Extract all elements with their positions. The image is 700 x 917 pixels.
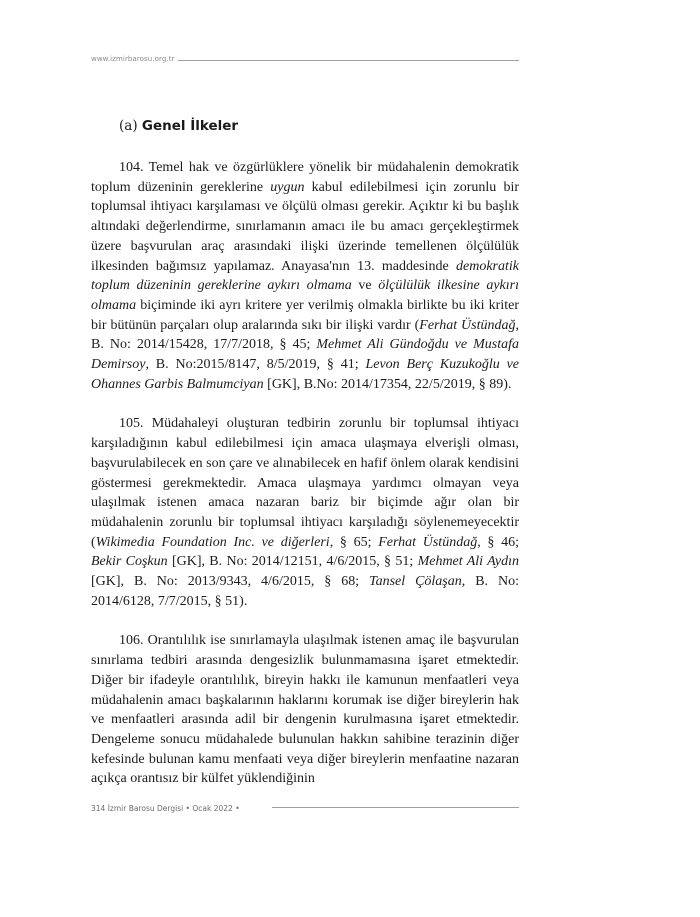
paragraph-105 xyxy=(91,414,519,611)
text-run: [GK], B. No: 2013/9343, 4/6/2015, § 68; xyxy=(91,574,370,590)
citation-italic: Levon Berç Kuzukoğlu ve Ohannes Garbis Balmumciyan xyxy=(91,357,519,392)
text-run: , B. No: 2014/6128, 7/7/2015, § 51). xyxy=(91,574,519,609)
text-run: kabul edilebilmesi için zorunlu bir toplumsal ihtiyacı karşılaması ve ölçülü olması gerekir. Açıktır ki bu başlık altındaki değerlendirme, sınırlamanın amacı ile bu amacı gerçekleştirmek üzere başvurulan araç arasındaki ilişki üzerinde temellenen ölçülülük ilkesinden bağımsız yapılamaz. Anayasa'nın 13. maddesinde xyxy=(91,179,519,274)
text-run: , § 65; xyxy=(329,534,379,550)
citation-italic: Tansel Çölaşan xyxy=(369,574,462,590)
header-url: www.izmirbarosu.org.tr xyxy=(91,55,175,63)
citation-italic: Wikimedia Foundation Inc. ve diğerleri xyxy=(95,534,330,550)
text-run: 105. Müdahaleyi oluşturan tedbirin zorunlu bir toplumsal ihtiyacı karşıladığının kabul edilebilmesi için amaca ulaşmaya elverişli olması, başvurulabilecek en son çare ve alınabilecek en hafif önlem olarak kendisini göstermesi gerekmektedir. Amaca ulaşmaya yardımcı olmayan veya ulaşılmak istenen amaca nazaran bariz bir biçimde ağır olan bir müdahalenin zorunlu bir toplumsal ihtiyacı karşıladığı söylenemeyecektir ( xyxy=(91,416,519,550)
header-divider xyxy=(178,60,519,61)
text-run: biçiminde iki ayrı kritere yer verilmiş olmakla birlikte bu iki kriter bir bütünün parçaları olup aralarında sıkı bir ilişki vardır ( xyxy=(91,297,519,333)
citation-italic: Ferhat Üstündağ xyxy=(419,317,516,333)
citation-italic: Ferhat Üstündağ xyxy=(378,534,478,550)
page-footer: 314 İzmir Barosu Dergisi • Ocak 2022 • xyxy=(91,804,240,813)
text-run: , B. No:2015/8147, 8/5/2019, § 41; xyxy=(145,357,366,373)
section-heading xyxy=(119,118,238,134)
paragraph-104 xyxy=(91,158,519,394)
text-run: [GK], B.No: 2014/17354, 22/5/2019, § 89). xyxy=(263,376,512,392)
text-run: [GK], B. No: 2014/12151, 4/6/2015, § 51; xyxy=(167,554,418,570)
text-run: 104. Temel hak ve özgürlüklere yönelik bir müdahalenin demokratik toplum düzeninin gereklerine xyxy=(91,160,519,195)
citation-italic: Mehmet Ali Gündoğdu ve Mustafa Demirsoy xyxy=(91,337,519,373)
section-title: Genel İlkeler xyxy=(141,118,239,134)
citation-italic: Mehmet Ali Aydın xyxy=(417,554,519,570)
text-run: , § 46; xyxy=(477,534,519,550)
citation-italic: demokratik toplum düzeninin gereklerine aykırı olmama xyxy=(91,258,519,294)
text-run: , B. No: 2014/15428, 17/7/2018, § 45; xyxy=(91,317,519,353)
section-number: (a) xyxy=(119,118,138,134)
paragraph-106 xyxy=(91,631,519,789)
footer-divider xyxy=(272,807,519,808)
document-body xyxy=(91,158,519,809)
text-run: ve xyxy=(351,278,379,294)
citation-italic: ölçülülük ilkesine aykırı olmama xyxy=(91,278,519,313)
text-run: 106. Orantılılık ise sınırlamayla ulaşılmak istenen amaç ile başvurulan sınırlama tedbiri arasında dengesizlik bulunmamasına işaret etmektedir. Diğer bir ifadeyle orantılılık, bireyin hakkı ile kamunun menfaatleri veya müdahalenin amacı başkalarının haklarını korumak ise diğer bireylerin hak ve menfaatleri arasında adil bir dengenin kurulmasına işaret etmektedir. Dengeleme sonucu müdahalede bulunulan hakkın sahibine terazinin diğer kefesinde bulunan kamu menfaati veya diğer bireylerin menfaatine nazaran açıkça orantısız bir külfet yüklendiğinin xyxy=(91,633,519,787)
citation-italic: uygun xyxy=(270,179,305,195)
citation-italic: Bekir Coşkun xyxy=(91,554,168,570)
